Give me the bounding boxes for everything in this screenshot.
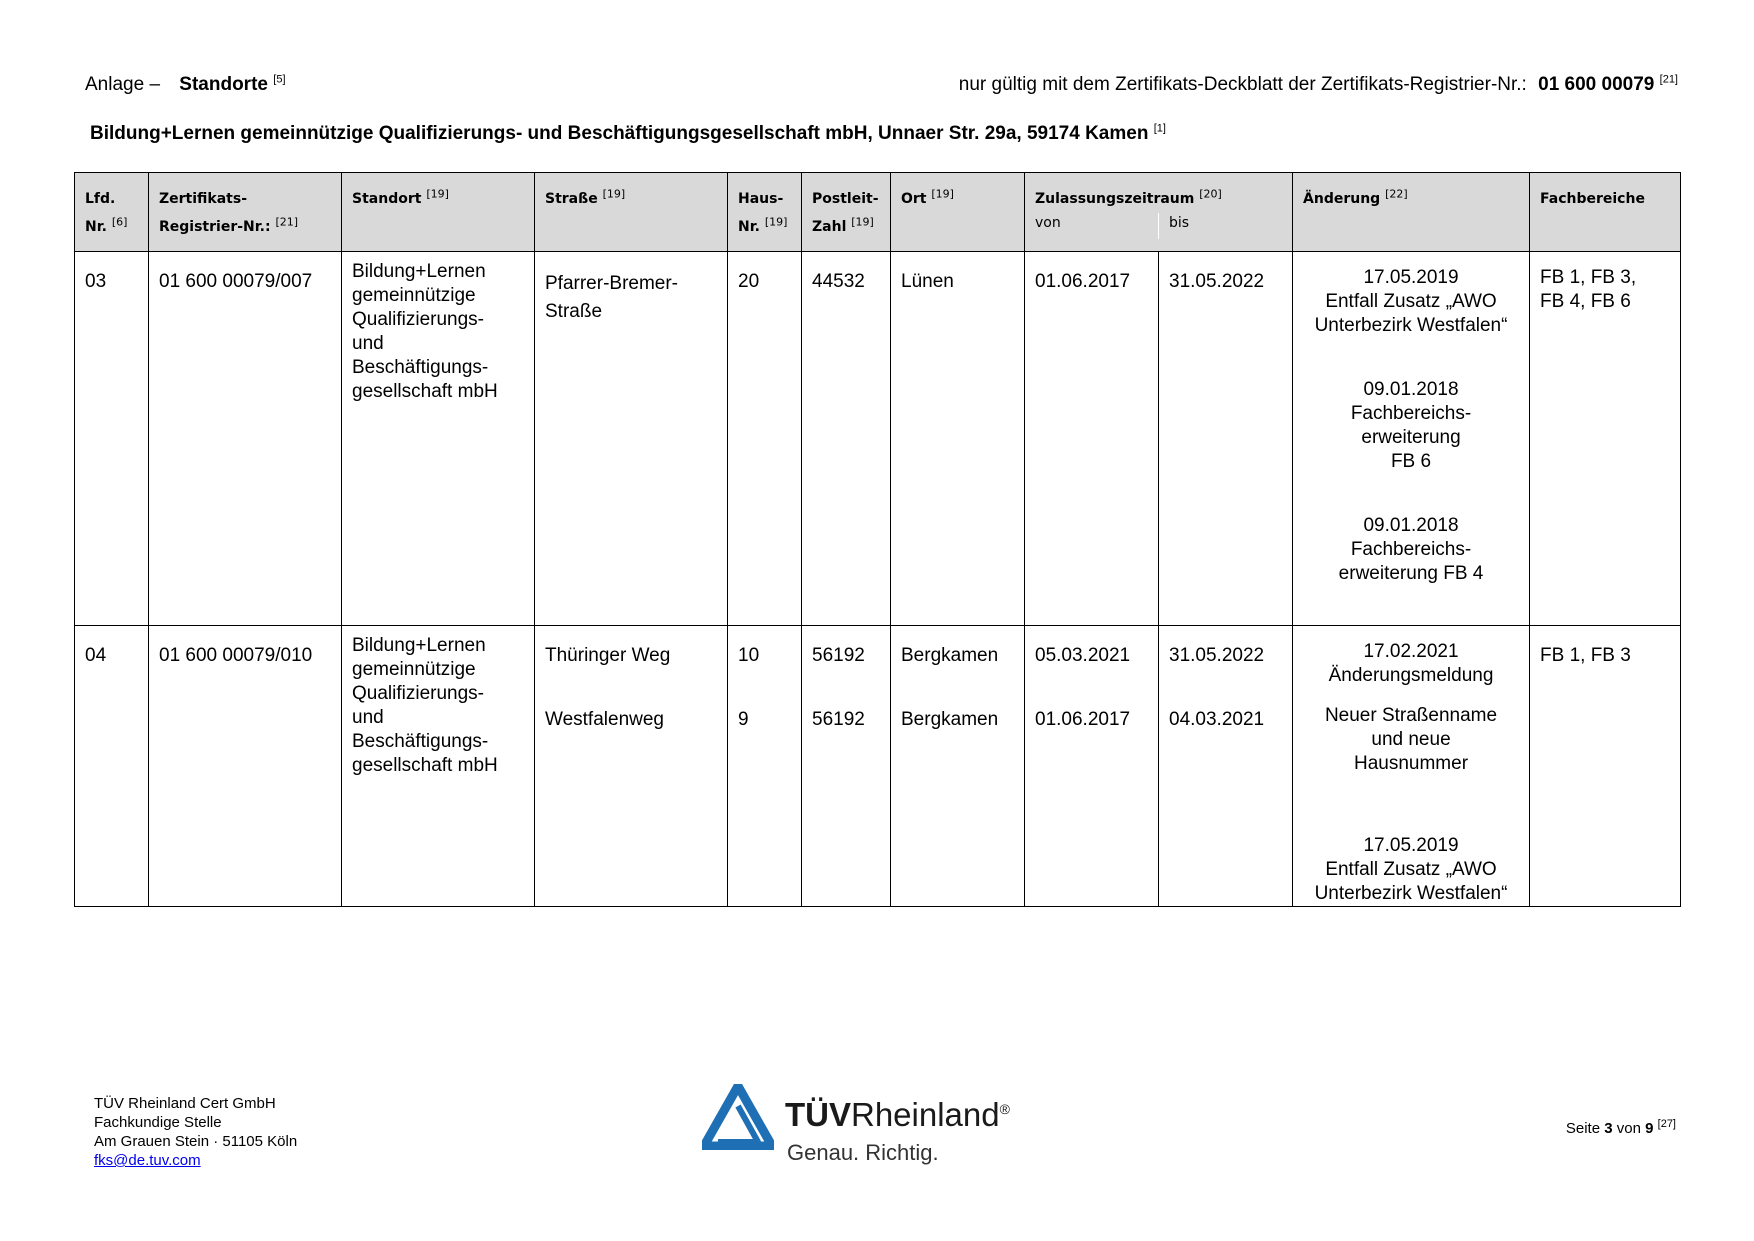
header-aenderung: Änderung [22] (1293, 173, 1530, 252)
tuv-triangle-icon (702, 1084, 774, 1150)
cell-von: 05.03.2021 01.06.2017 (1025, 626, 1159, 907)
organization-title (90, 123, 1166, 145)
cell-zertifikat: 01 600 00079/010 (149, 626, 342, 907)
header-title-ref: [5] (273, 73, 286, 86)
change-entry: 09.01.2018 Fachbereichs- erweiterung FB 4 (1338, 515, 1484, 584)
change-entry: 17.02.2021 Änderungsmeldung (1328, 641, 1494, 686)
footer-unit: Fachkundige Stelle (94, 1114, 222, 1131)
change-entry: Neuer Straßenname und neue Hausnummer (1324, 705, 1498, 774)
logo-wordmark: TÜVRheinland® (785, 1096, 1010, 1133)
page-current: 3 (1604, 1120, 1613, 1137)
locations-table (74, 172, 1681, 907)
footer-street: Am Grauen Stein · 51105 Köln (94, 1133, 298, 1150)
header-zulassungszeitraum: Zulassungszeitraum [20] von bis (1025, 173, 1293, 252)
cell-ort: Bergkamen Bergkamen (891, 626, 1025, 907)
logo-slogan: Genau. Richtig. (787, 1140, 939, 1165)
cell-bis: 31.05.2022 (1159, 252, 1293, 626)
cell-lfd: 03 (75, 252, 149, 626)
table-row (75, 252, 1681, 626)
table-header-row (75, 173, 1681, 252)
change-entry: 17.05.2019 Entfall Zusatz „AWO Unterbezirk Westfalen“ (1314, 835, 1508, 904)
footer-email-link[interactable]: fks@de.tuv.com (94, 1152, 201, 1169)
change-entry: 09.01.2018 Fachbereichs- erweiterung FB 6 (1350, 379, 1472, 472)
header-plz: Postleit- Zahl [19] (802, 173, 891, 252)
page-ref: [27] (1657, 1118, 1676, 1130)
cell-von: 01.06.2017 (1025, 252, 1159, 626)
table-row (75, 626, 1681, 907)
header-von: von (1025, 213, 1159, 239)
cell-aenderung (1293, 252, 1530, 626)
header-strasse: Straße [19] (535, 173, 728, 252)
cell-lfd: 04 (75, 626, 149, 907)
cell-strasse: Thüringer Weg Westfalenweg (535, 626, 728, 907)
cell-standort: Bildung+Lernen gemeinnützige Qualifizierungs- und Beschäftigungs- gesellschaft mbH (342, 252, 535, 626)
tuv-rheinland-logo (702, 1078, 1052, 1168)
cell-aenderung (1293, 626, 1530, 907)
registry-number: 01 600 00079 (1538, 74, 1655, 95)
change-entry: 17.05.2019 Entfall Zusatz „AWO Unterbezirk Westfalen“ (1314, 267, 1508, 336)
header-standort: Standort [19] (342, 173, 535, 252)
cell-plz: 56192 56192 (802, 626, 891, 907)
cell-plz: 44532 (802, 252, 891, 626)
cell-bis: 31.05.2022 04.03.2021 (1159, 626, 1293, 907)
cell-hausnr: 20 (728, 252, 802, 626)
cell-fachbereiche: FB 1, FB 3, FB 4, FB 6 (1530, 252, 1681, 626)
cell-standort: Bildung+Lernen gemeinnützige Qualifizierungs- und Beschäftigungs- gesellschaft mbH (342, 626, 535, 907)
footer-company: TÜV Rheinland Cert GmbH (94, 1095, 276, 1112)
cell-hausnr: 10 9 (728, 626, 802, 907)
cell-ort: Lünen (891, 252, 1025, 626)
header-zertifikat: Zertifikats- Registrier-Nr.: [21] (149, 173, 342, 252)
organization-name: Bildung+Lernen gemeinnützige Qualifizierungs- und Beschäftigungsgesellschaft mbH, Unnaer Str. 29a, 59174 Kamen (90, 123, 1149, 144)
organization-ref: [1] (1153, 122, 1166, 135)
page-header-left (85, 74, 286, 96)
header-lfd: Lfd. Nr. [6] (75, 173, 149, 252)
header-fachbereiche: Fachbereiche (1530, 173, 1681, 252)
page-number: Seite 3 von 9 [27] (1565, 1118, 1676, 1137)
footer-address (94, 1094, 297, 1170)
cell-strasse: Pfarrer-Bremer- Straße (535, 252, 728, 626)
header-prefix: Anlage – (85, 74, 161, 95)
header-ort: Ort [19] (891, 173, 1025, 252)
header-title: Standorte (179, 74, 268, 95)
validity-text: nur gültig mit dem Zertifikats-Deckblatt der Zertifikats-Registrier-Nr.: (958, 74, 1527, 95)
page-total: 9 (1645, 1120, 1654, 1137)
cell-zertifikat: 01 600 00079/007 (149, 252, 342, 626)
cell-fachbereiche: FB 1, FB 3 (1530, 626, 1681, 907)
header-hausnr: Haus- Nr. [19] (728, 173, 802, 252)
header-bis: bis (1169, 215, 1190, 231)
page-header-right (959, 74, 1678, 96)
registry-ref: [21] (1659, 73, 1678, 86)
